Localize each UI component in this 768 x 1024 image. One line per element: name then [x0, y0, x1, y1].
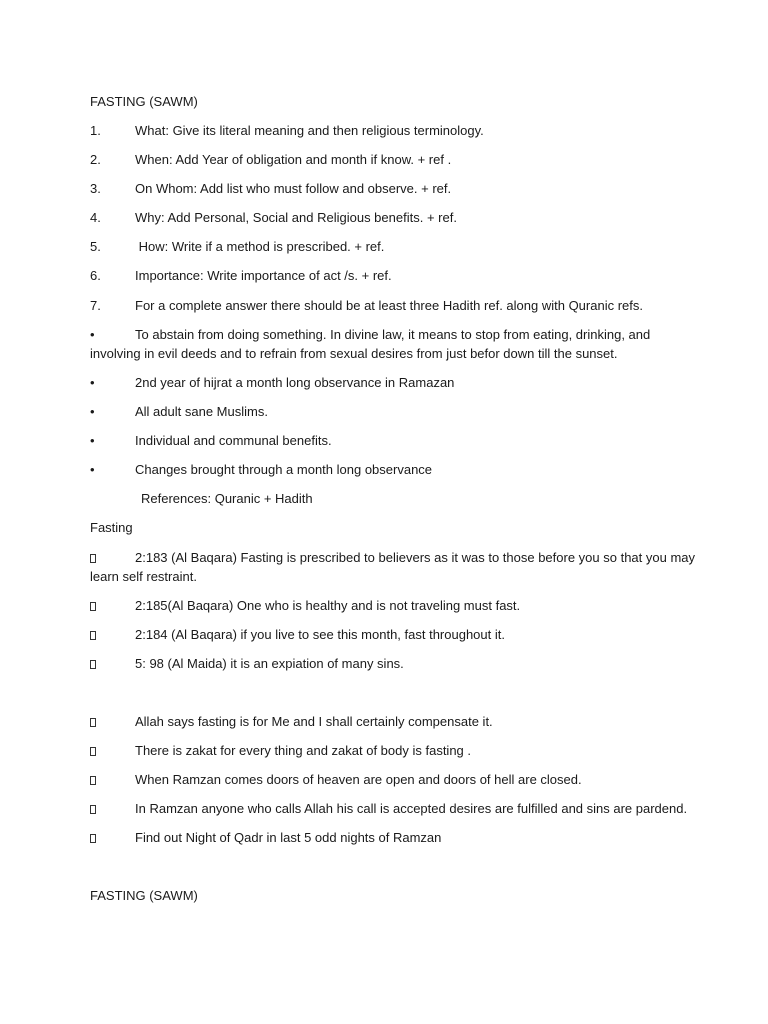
- bullet-item: [90, 432, 332, 450]
- reference-text: 5: 98 (Al Maida) it is an expiation of many sins.: [135, 656, 404, 671]
- missing-glyph-icon: [90, 598, 135, 616]
- reference-text: 2:184 (Al Baqara) if you live to see this month, fast throughout it.: [135, 627, 505, 642]
- numbered-item: [90, 151, 451, 169]
- quran-reference: [90, 626, 505, 645]
- quran-reference: [90, 597, 520, 616]
- bullet-item: [90, 326, 650, 344]
- hadith-reference: [90, 829, 441, 848]
- bullet-continuation: involving in evil deeds and to refrain from sexual desires from just befor down till the sunset.: [90, 346, 618, 361]
- hadith-reference: [90, 713, 493, 732]
- missing-glyph-icon: [90, 656, 135, 674]
- reference-text: Allah says fasting is for Me and I shall certainly compensate it.: [135, 714, 493, 729]
- numbered-item: [90, 238, 384, 256]
- bullet-icon: •: [90, 433, 95, 448]
- reference-text: There is zakat for every thing and zakat of body is fasting .: [135, 743, 472, 758]
- bullet-item: [90, 403, 268, 421]
- reference-text: When Ramzan comes doors of heaven are open and doors of hell are closed.: [135, 772, 582, 787]
- item-text: How: Write if a method is prescribed. + ref.: [135, 239, 385, 254]
- bullet-icon: •: [90, 404, 95, 419]
- hadith-reference: [90, 742, 471, 761]
- item-text: What: Give its literal meaning and then religious terminology.: [135, 123, 484, 138]
- numbered-item: [90, 122, 484, 140]
- item-number: 6.: [90, 268, 101, 283]
- missing-glyph-icon: [90, 772, 135, 790]
- item-number: 4.: [90, 210, 101, 225]
- item-number: 5.: [90, 239, 101, 254]
- references-line: References: Quranic + Hadith: [141, 491, 313, 506]
- quran-reference: [90, 549, 695, 568]
- quran-reference: [90, 655, 404, 674]
- hadith-reference: [90, 800, 687, 819]
- bullet-icon: •: [90, 375, 95, 390]
- item-number: 7.: [90, 298, 101, 313]
- page-title: FASTING (SAWM): [90, 94, 198, 109]
- bullet-item: [90, 461, 432, 479]
- reference-continuation: learn self restraint.: [90, 569, 197, 584]
- reference-text: 2:183 (Al Baqara) Fasting is prescribed to believers as it was to those before you so that you may: [135, 550, 696, 565]
- bullet-text: To abstain from doing something. In divine law, it means to stop from eating, drinking, and: [135, 327, 651, 342]
- item-number: 1.: [90, 123, 101, 138]
- hadith-reference: [90, 771, 582, 790]
- item-text: Why: Add Personal, Social and Religious benefits. + ref.: [135, 210, 457, 225]
- numbered-item: [90, 209, 457, 227]
- bullet-text: Changes brought through a month long observance: [135, 462, 433, 477]
- item-text: When: Add Year of obligation and month if know. + ref .: [135, 152, 452, 167]
- reference-text: In Ramzan anyone who calls Allah his call is accepted desires are fulfilled and sins are pardend.: [135, 801, 688, 816]
- numbered-item: [90, 267, 392, 285]
- item-text: On Whom: Add list who must follow and observe. + ref.: [135, 181, 452, 196]
- section-heading: Fasting: [90, 520, 133, 535]
- item-text: Importance: Write importance of act /s. + ref.: [135, 268, 392, 283]
- bullet-text: 2nd year of hijrat a month long observance in Ramazan: [135, 375, 455, 390]
- item-number: 3.: [90, 181, 101, 196]
- numbered-item: [90, 180, 451, 198]
- reference-text: Find out Night of Qadr in last 5 odd nights of Ramzan: [135, 830, 442, 845]
- missing-glyph-icon: [90, 714, 135, 732]
- bullet-item: [90, 374, 454, 392]
- missing-glyph-icon: [90, 801, 135, 819]
- bullet-icon: •: [90, 462, 95, 477]
- numbered-item: [90, 297, 643, 315]
- item-number: 2.: [90, 152, 101, 167]
- section-heading-repeat: FASTING (SAWM): [90, 888, 198, 903]
- bullet-icon: •: [90, 327, 95, 342]
- item-text: For a complete answer there should be at least three Hadith ref. along with Quranic refs.: [135, 298, 643, 313]
- missing-glyph-icon: [90, 550, 135, 568]
- bullet-text: All adult sane Muslims.: [135, 404, 268, 419]
- missing-glyph-icon: [90, 830, 135, 848]
- reference-text: 2:185(Al Baqara) One who is healthy and is not traveling must fast.: [135, 598, 521, 613]
- missing-glyph-icon: [90, 627, 135, 645]
- missing-glyph-icon: [90, 743, 135, 761]
- bullet-text: Individual and communal benefits.: [135, 433, 332, 448]
